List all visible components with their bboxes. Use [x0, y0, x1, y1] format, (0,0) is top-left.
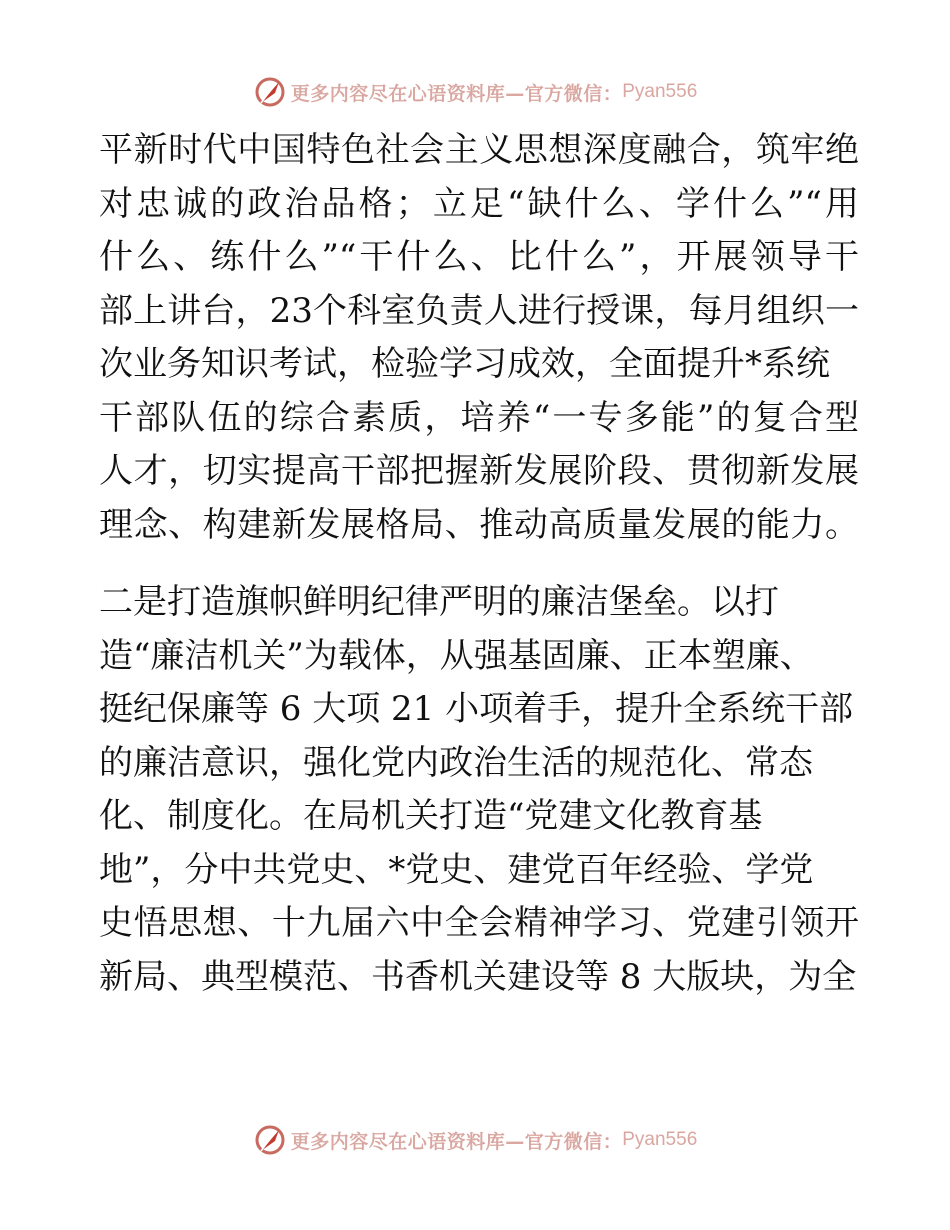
- text-line: 造“廉洁机关”为载体，从强基固廉、正本塑廉、: [99, 635, 814, 676]
- text-line: 挺纪保廉等 6 大项 21 小项着手，提升全系统干部: [99, 689, 854, 729]
- text-line: 地”，分中共党史、*党史、建党百年经验、学党: [99, 849, 814, 890]
- text-line: 理念、构建新发展格局、推动高质量发展的能力。: [99, 504, 859, 545]
- text-line: 平新时代中国特色社会主义思想深度融合，筑牢绝: [99, 130, 859, 170]
- text-line: 人才，切实提高干部把握新发展阶段、贯彻新发展: [99, 451, 859, 491]
- watermark-handle: Pyan556: [622, 1129, 698, 1150]
- quill-logo-icon: [253, 1123, 287, 1157]
- paragraph-gap: [99, 552, 859, 576]
- text-line: 次业务知识考试，检验学习成效，全面提升*系统: [99, 344, 830, 384]
- text-line: 二是打造旗帜鲜明纪律严明的廉洁堡垒。以打: [99, 582, 779, 622]
- text-line: 什么、练什么”“干什么、比什么”，开展领导干: [99, 237, 859, 277]
- footer-watermark: [0, 1118, 950, 1162]
- text-line: 干部队伍的综合素质，培养“一专多能”的复合型: [99, 397, 859, 438]
- text-line: 部上讲台，23个科室负责人进行授课，每月组织一: [99, 290, 859, 331]
- paragraph-2: [99, 576, 859, 1004]
- header-watermark: [0, 70, 950, 114]
- text-line: 的廉洁意识，强化党内政治生活的规范化、常态: [99, 742, 813, 783]
- watermark-text: 更多内容尽在心语资料库—官方微信：: [290, 1130, 623, 1153]
- text-line: 对忠诚的政治品格；立足“缺什么、学什么”“用: [99, 183, 859, 224]
- quill-logo-icon: [253, 75, 287, 109]
- text-line: 化、制度化。在局机关打造“党建文化教育基: [99, 796, 763, 836]
- watermark-text: 更多内容尽在心语资料库—官方微信：: [290, 82, 623, 105]
- text-line: 新局、典型模范、书香机关建设等 8 大版块，为全: [99, 956, 857, 997]
- document-body: [99, 124, 859, 1004]
- text-line: 史悟思想、十九届六中全会精神学习、党建引领开: [99, 903, 859, 943]
- watermark-handle: Pyan556: [622, 81, 698, 102]
- paragraph-1: [99, 124, 859, 552]
